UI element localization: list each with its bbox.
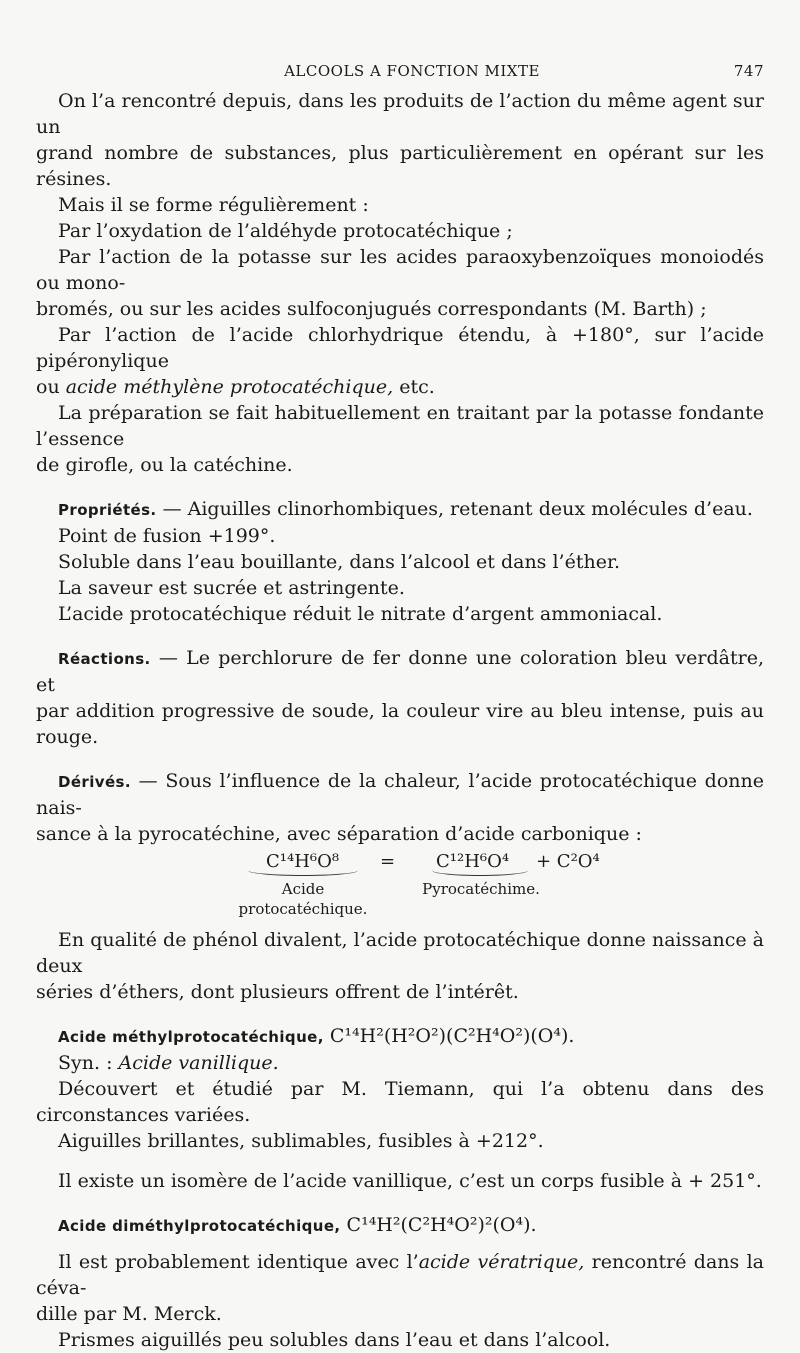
chemical-equation [36,849,764,925]
text-line: Il existe un isomère de l’acide vanillique, c’est un corps fusible à + 251°. [58,1170,762,1192]
page-body [36,88,764,1353]
text-line: Réactions. — Le perchlorure de fer donne une coloration bleu verdâtre, et [36,647,764,696]
equation-label-product: Pyrocatéchime. [422,880,540,898]
section-heading-derives: Dérivés. [58,773,131,791]
text-line: Propriétés. — Aiguilles clinorhombiques, retenant deux molécules d’eau. [58,498,753,520]
formula: C¹⁴H²(C²H⁴O²)²(O⁴). [340,1214,537,1236]
text-line: La préparation se fait habituellement en traitant par la potasse fondante l’essence [36,402,764,450]
text-line: L’acide protocatéchique réduit le nitrate d’argent ammoniacal. [58,603,663,625]
text-line: Découvert et étudié par M. Tiemann, qui l’a obtenu dans des circonstances variées. [36,1078,764,1126]
text-line: On l’a rencontré depuis, dans les produits de l’action du même agent sur un [36,90,764,138]
text-line: ou acide méthylène protocatéchique, etc. [36,376,435,398]
text-line: En qualité de phénol divalent, l’acide protocatéchique donne naissance à deux [36,929,764,977]
text-line [36,1023,764,1050]
equation-reactant: C¹⁴H⁶O⁸ [266,851,340,872]
text-line: sance à la pyrocatéchine, avec séparation d’acide carbonique : [36,823,642,845]
equation-product: C¹²H⁶O⁴ [436,851,510,872]
text-line: Syn. : Acide vanillique. [58,1052,279,1074]
intro-paragraph [36,88,764,192]
text-line: Soluble dans l’eau bouillante, dans l’alcool et dans l’éther. [58,551,620,573]
text-line: Par l’action de l’acide chlorhydrique étendu, à +180°, sur l’acide pipéronylique [36,324,764,372]
running-title: ALCOOLS A FONCTION MIXTE [284,62,540,80]
equation-label-reactant: Acide protocatéchique. [238,880,368,918]
text-line: grand nombre de substances, plus particulièrement en opérant sur les résines. [36,142,764,190]
page-header [60,58,764,80]
phenol-paragraph [36,927,764,1005]
section-heading-dimethyl: Acide diméthylprotocatéchique, [58,1217,341,1235]
text-line: Par l’action de la potasse sur les acides paraoxybenzoïques monoiodés ou mono- [36,246,764,294]
text-line: Aiguilles brillantes, sublimables, fusibles à +212°. [58,1130,544,1152]
text-line [36,1212,764,1239]
methyl-section [36,1023,764,1194]
text-line: dille par M. Merck. [36,1303,222,1325]
text-line: Mais il se forme régulièrement : [58,194,369,216]
underbrace [248,865,358,876]
reactions-section [36,645,764,750]
proprietes-section [36,496,764,627]
intro-list [36,192,764,478]
underbrace [432,865,528,876]
italic-term: acide vératrique, [418,1251,585,1273]
equation-equals: = [380,851,396,872]
text-line: séries d’éthers, dont plusieurs offrent de l’intérêt. [36,981,519,1003]
text-line: Par l’oxydation de l’aldéhyde protocatéchique ; [58,220,513,242]
text-line: par addition progressive de soude, la couleur vire au bleu intense, puis au rouge. [36,700,764,748]
text-line: bromés, ou sur les acides sulfoconjugués correspondants (M. Barth) ; [36,298,707,320]
text-line: Point de fusion +199°. [58,525,276,547]
section-heading-proprietes: Propriétés. [58,501,157,519]
text-line: Dérivés. — Sous l’influence de la chaleur, l’acide protocatéchique donne nais- [36,770,764,819]
section-heading-methyl: Acide méthylprotocatéchique, [58,1028,324,1046]
section-heading-reactions: Réactions. [58,650,151,668]
page-number: 747 [733,62,764,80]
text-line: de girofle, ou la catéchine. [36,454,293,476]
equation-byproduct: + C²O⁴ [536,851,600,872]
dimethyl-section [36,1212,764,1353]
italic-term: Acide vanillique. [118,1052,279,1074]
text-line: Prismes aiguillés peu solubles dans l’eau et dans l’alcool. [58,1329,611,1351]
italic-term: acide méthylène protocatéchique, [65,376,394,398]
text-line: La saveur est sucrée et astringente. [58,577,405,599]
text-line: Il est probablement identique avec l’acide vératrique, rencontré dans la céva- [36,1251,765,1299]
formula: C¹⁴H²(H²O²)(C²H⁴O²)(O⁴). [323,1025,575,1047]
derives-section [36,768,764,847]
